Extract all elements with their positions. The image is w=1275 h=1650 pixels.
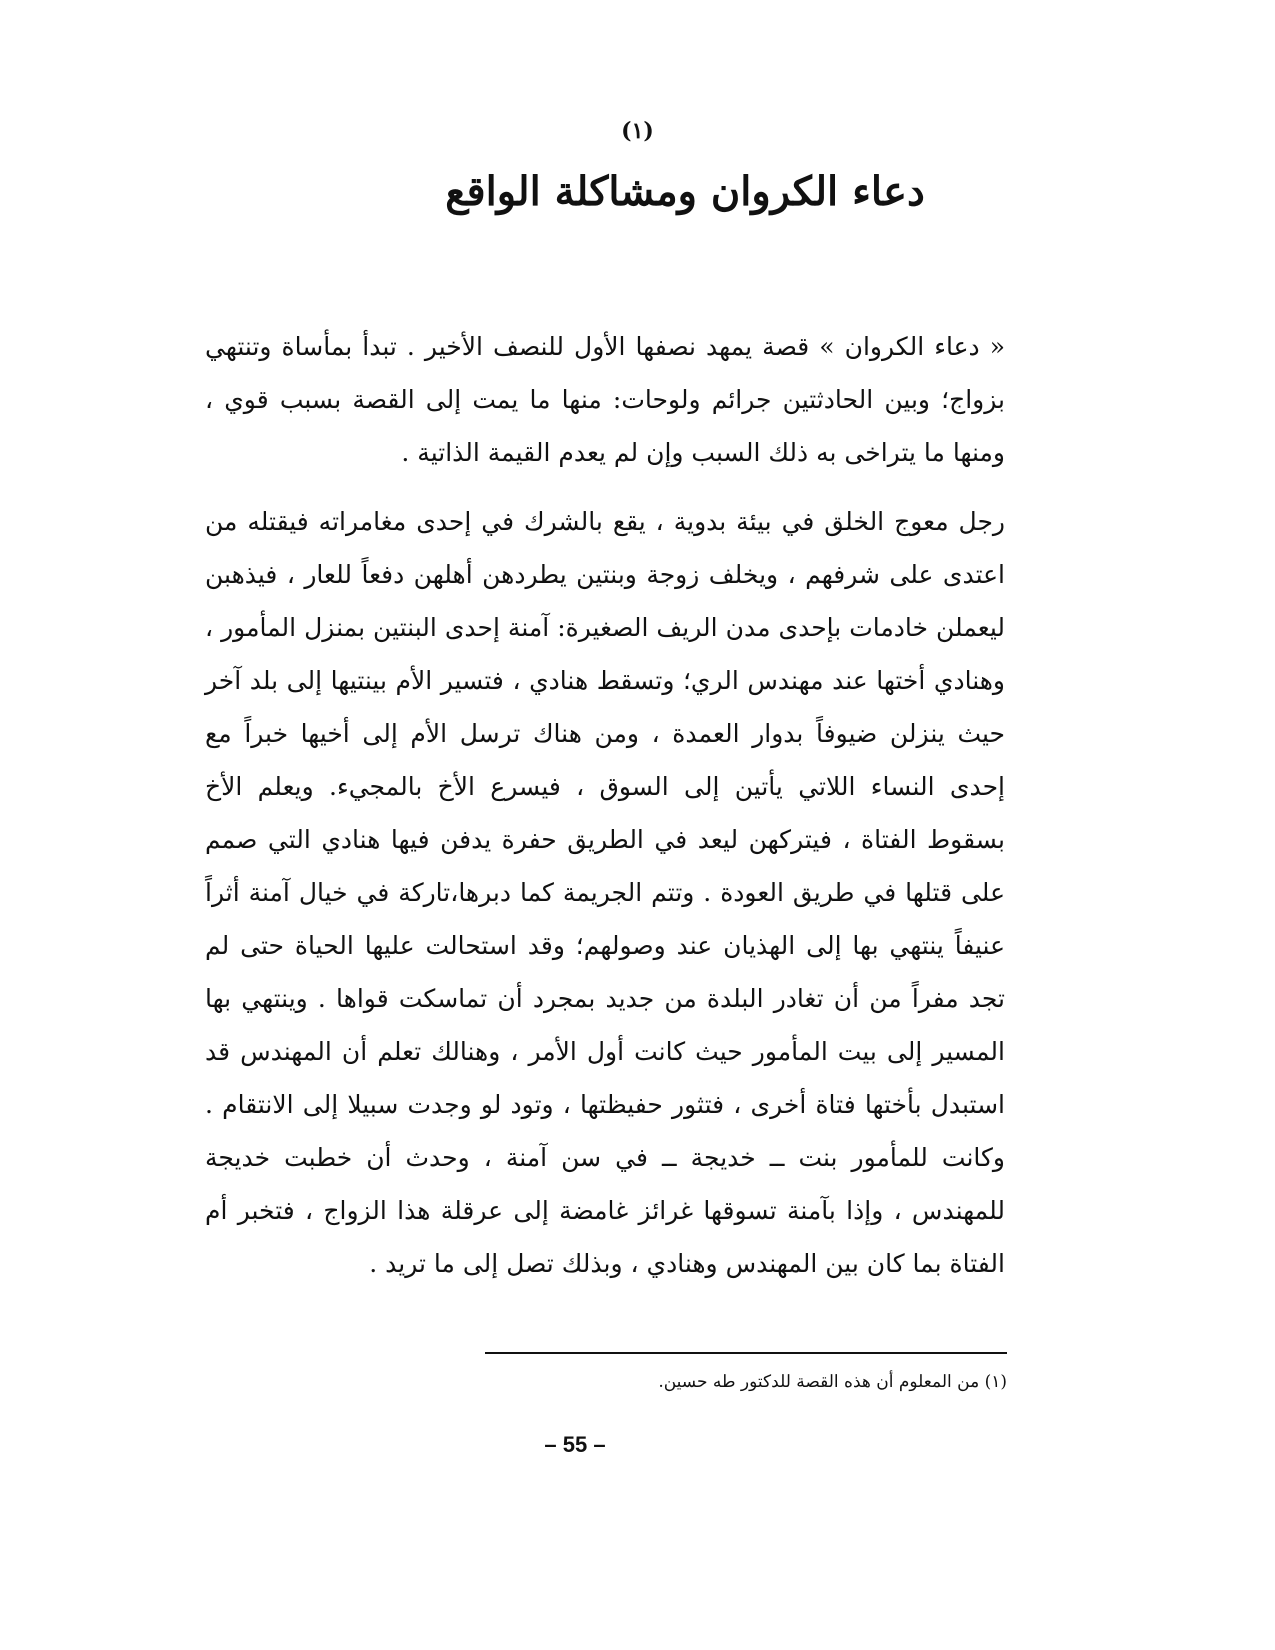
paragraph-summary: رجل معوج الخلق في بيئة بدوية ، يقع بالشرك في إحدى مغامراته فيقتله من اعتدى على شرفهم ، ويخلف زوجة وبنتين يطردهن أهلهن دفعاً للعار ، فيذهبن ليعملن خادمات بإحدى مدن الريف الصغيرة: آمنة إحدى البنتين بمنزل المأمور ، وهنادي أختها عند مهندس الري؛ وتسقط هنادي ، فتسير الأم بينتيها إلى بلد آخر حيث ينزلن ضيوفاً بدوار العمدة ، ومن هناك ترسل الأم إلى أخيها خبراً مع إحدى النساء اللاتي يأتين إلى السوق ، فيسرع الأخ بالمجيء. ويعلم الأخ بسقوط الفتاة ، فيتركهن ليعد في الطريق حفرة يدفن فيها هنادي التي صمم على قتلها في طريق العودة . وتتم الجريمة كما دبرها،تاركة في خيال آمنة أثراً عنيفاً ينتهي بها إلى الهذيان عند وصولهم؛ وقد استحالت عليها الحياة حتى لم تجد مفراً من أن تغادر البلدة من جديد بمجرد أن تماسكت قواها . وينتهي بها المسير إلى بيت المأمور حيث كانت أول الأمر ، وهنالك تعلم أن المهندس قد استبدل بأختها فتاة أخرى ، فتثور حفيظتها ، وتود لو وجدت سبيلا إلى الانتقام . وكانت للمأمور بنت ــ خديجة ــ في سن آمنة ، وحدث أن خطبت خديجة للمهندس ، وإذا بآمنة تسوقها غرائز غامضة إلى عرقلة هذا الزواج ، فتخبر أم الفتاة بما كان بين المهندس وهنادي ، وبذلك تصل إلى ما تريد .	[205, 507, 1005, 1278]
body-text	[205, 320, 1005, 1290]
footnote-divider	[485, 1352, 1007, 1354]
chapter-number: (١)	[621, 118, 654, 144]
footnote: (١) من المعلوم أن هذه القصة للدكتور طه حسين.	[658, 1372, 1007, 1392]
chapter-title: دعاء الكروان ومشاكلة الواقع	[445, 168, 925, 215]
page-number: – 55 –	[544, 1432, 606, 1457]
paragraph-intro: « دعاء الكروان » قصة يمهد نصفها الأول للنصف الأخير . تبدأ بمأساة وتنتهي بزواج؛ وبين الحادثتين جرائم ولوحات: منها ما يمت إلى القصة بسبب قوي ، ومنها ما يتراخى به ذلك السبب وإن لم يعدم القيمة الذاتية .	[205, 332, 1005, 467]
